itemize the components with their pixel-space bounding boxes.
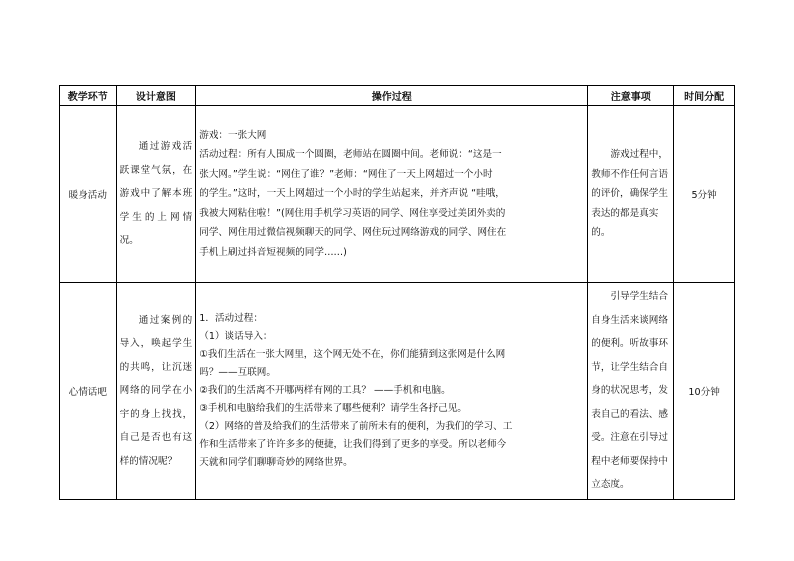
row-time: 10分钟 [674, 283, 735, 500]
process-line: （2）网络的普及给我们的生活带来了前所未有的便利，为我们的学习、工 [199, 420, 513, 432]
row-stage: 心情话吧 [60, 283, 117, 500]
process-line: 活动过程：所有人围成一个圆圈，老师站在圆圈中间。老师说：“这是一 [199, 149, 502, 161]
row-stage: 暖身活动 [60, 106, 117, 283]
process-line: ②我们的生活离不开哪两样有网的工具？ ——手机和电脑。 [199, 384, 451, 396]
header-notes: 注意事项 [588, 86, 674, 106]
table-row [60, 283, 735, 500]
process-lines [199, 126, 584, 263]
lesson-plan-table [59, 85, 735, 500]
row-note: 游戏过程中，教师不作任何言语的评价，确保学生表达的都是真实的。 [591, 149, 668, 239]
process-line: 1．活动过程： [199, 312, 263, 324]
row-time: 5分钟 [674, 106, 735, 283]
header-time: 时间分配 [674, 86, 735, 106]
table-header-row [60, 86, 735, 106]
row-intent: 通过游戏活跃课堂气氛，在游戏中了解本班学生的上网情况。 [119, 141, 193, 247]
process-lines [199, 310, 584, 472]
process-line: 天就和同学们聊聊奇妙的网络世界。 [199, 456, 353, 468]
process-line: 的学生。”这时，一天上网超过一个小时的学生站起来，并齐声说 “哇哦， [199, 188, 505, 200]
process-line: 吗？——互联网。 [199, 366, 276, 378]
process-line: 作和生活带来了许许多多的便捷，让我们得到了更多的享受。所以老师今 [199, 438, 507, 450]
process-line: ①我们生活在一张大网里，这个网无处不在，你们能猜到这张网是什么网 [199, 348, 506, 360]
process-line: 同学、网住用过微信视频聊天的同学、网住玩过网络游戏的同学、网住在 [199, 227, 507, 239]
row-intent: 通过案例的导入，唤起学生的共鸣，让沉迷网络的同学在小宇的身上找找，自己是否也有这样的情况呢？ [119, 314, 193, 467]
row-process [196, 106, 588, 283]
process-line: 张大网。”学生说：“网住了谁？”老师：“网住了一天上网超过一个小时 [199, 168, 493, 180]
process-line: ③手机和电脑给我们的生活带来了哪些便利？请学生各抒己见。 [199, 402, 467, 414]
process-line: （1）谈话导入： [199, 330, 273, 342]
table-row [60, 106, 735, 283]
header-intent: 设计意图 [116, 86, 196, 106]
header-stage: 教学环节 [60, 86, 117, 106]
row-process [196, 283, 588, 500]
process-line: 游戏：一张大网 [199, 129, 267, 141]
process-line: 我被大网粘住啦！”(网住用手机学习英语的同学、网住享受过美团外卖的 [199, 207, 506, 219]
header-process: 操作过程 [196, 86, 588, 106]
process-line: 手机上刷过抖音短视频的同学……) [199, 246, 347, 258]
row-note: 引导学生结合自身生活来谈网络的便利。听故事环节，让学生结合自身的状况思考，发表自己的看法、感受。注意在引导过程中老师要保持中立态度。 [591, 291, 668, 490]
